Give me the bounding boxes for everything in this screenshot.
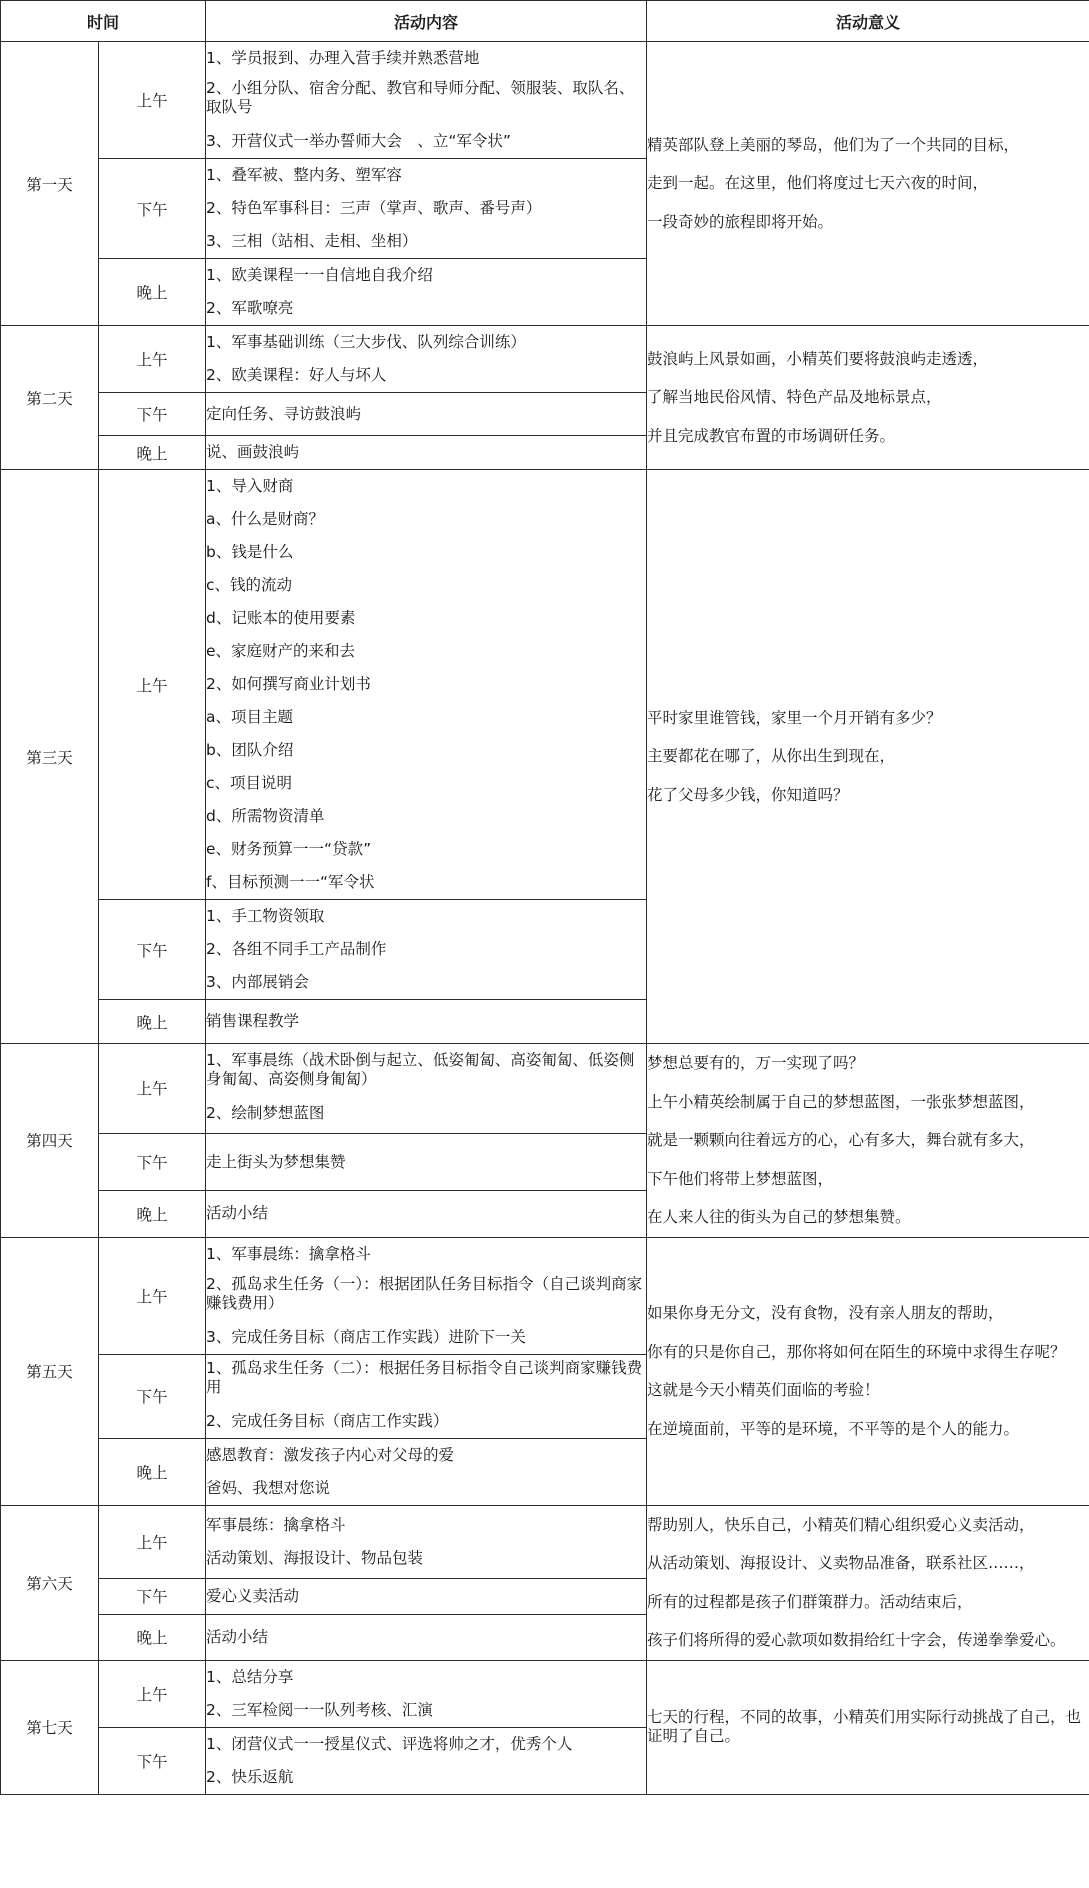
- period-label: 下午: [99, 1727, 206, 1794]
- period-label: 上午: [99, 1044, 206, 1134]
- activity-content: [206, 1237, 647, 1354]
- meaning-line: 精英部队登上美丽的琴岛，他们为了一个共同的目标，: [647, 135, 1020, 154]
- activity-meaning: [647, 1660, 1089, 1794]
- header-time: 时间: [1, 1, 206, 42]
- header-meaning: 活动意义: [647, 1, 1089, 42]
- activity-item: 说、画鼓浪屿: [206, 443, 300, 461]
- meaning-line: 主要都花在哪了，从你出生到现在，: [647, 747, 896, 766]
- activity-item: 1、叠军被、整内务、塑军容: [206, 166, 402, 184]
- activity-content: [206, 470, 647, 900]
- table-row: [1, 1044, 1089, 1134]
- activity-meaning: [647, 326, 1089, 470]
- period-label: 晚上: [99, 1191, 206, 1237]
- activity-content: [206, 1354, 647, 1438]
- activity-item: 1、导入财商: [206, 477, 294, 495]
- activity-content: [206, 1505, 647, 1578]
- table-row: [1, 1237, 1089, 1354]
- activity-item: d、所需物资清单: [206, 807, 325, 825]
- activity-item: 2、军歌嘹亮: [206, 299, 294, 317]
- activity-item: e、家庭财产的来和去: [206, 642, 356, 660]
- period-label: 下午: [99, 1354, 206, 1438]
- activity-item: 2、欧美课程：好人与坏人: [206, 366, 387, 384]
- period-label: 下午: [99, 900, 206, 1000]
- table-row: [1, 1660, 1089, 1727]
- meaning-line: 这就是今天小精英们面临的考验！: [647, 1381, 880, 1399]
- day-label: 第五天: [1, 1237, 99, 1505]
- activity-item: 1、总结分享: [206, 1667, 294, 1686]
- activity-content: [206, 1044, 647, 1134]
- meaning-line: 帮助别人，快乐自己，小精英们精心组织爱心义卖活动，: [647, 1515, 1035, 1534]
- activity-item: 2、各组不同手工产品制作: [206, 940, 387, 958]
- period-label: 晚上: [99, 436, 206, 470]
- day-label: 第三天: [1, 470, 99, 1044]
- period-label: 晚上: [99, 259, 206, 326]
- activity-item: 爸妈、我想对您说: [206, 1478, 331, 1497]
- activity-item: 3、三相（站相、走相、坐相）: [206, 232, 418, 250]
- activity-meaning: [647, 470, 1089, 1044]
- meaning-line: 下午他们将带上梦想蓝图，: [647, 1169, 834, 1188]
- activity-item: b、团队介绍: [206, 741, 294, 759]
- activity-item: 2、小组分队、宿舍分配、教官和导师分配、领服装、取队名、取队号: [206, 79, 635, 116]
- activity-item: 2、绘制梦想蓝图: [206, 1103, 325, 1122]
- activity-meaning: [647, 1505, 1089, 1660]
- activity-item: 1、军事晨练（战术卧倒与起立、低姿匍匐、高姿匍匐、低姿侧身匍匐、高姿侧身匍匐）: [206, 1050, 635, 1088]
- day-label: 第七天: [1, 1660, 99, 1794]
- activity-item: 1、孤岛求生任务（二）：根据任务目标指令自己谈判商家赚钱费用: [206, 1358, 643, 1396]
- period-label: 晚上: [99, 1438, 206, 1505]
- activity-content: [206, 1000, 647, 1044]
- meaning-line: 从活动策划、海报设计、义卖物品准备，联系社区……，: [647, 1554, 1035, 1572]
- meaning-line: 就是一颗颗向往着远方的心，心有多大，舞台就有多大，: [647, 1131, 1035, 1149]
- activity-item: 1、军事晨练：擒拿格斗: [206, 1244, 371, 1263]
- meaning-line: 并且完成教官布置的市场调研任务。: [647, 426, 896, 445]
- activity-item: a、项目主题: [206, 708, 294, 726]
- period-label: 上午: [99, 326, 206, 393]
- activity-content: [206, 1660, 647, 1727]
- period-label: 上午: [99, 42, 206, 159]
- activity-item: 活动小结: [206, 1204, 269, 1223]
- activity-item: 定向任务、寻访鼓浪屿: [206, 404, 362, 423]
- activity-item: a、什么是财商？: [206, 510, 325, 528]
- meaning-line: 花了父母多少钱，你知道吗？: [647, 785, 849, 804]
- activity-item: 1、学员报到、办理入营手续并熟悉营地: [206, 49, 480, 67]
- activity-item: 2、完成任务目标（商店工作实践）: [206, 1411, 449, 1430]
- activity-content: [206, 1191, 647, 1237]
- activity-content: [206, 259, 647, 326]
- activity-content: [206, 326, 647, 393]
- activity-item: d、记账本的使用要素: [206, 609, 356, 627]
- activity-item: 2、孤岛求生任务（一）：根据团队任务目标指令（自己谈判商家赚钱费用）: [206, 1274, 643, 1312]
- activity-item: 军事晨练：擒拿格斗: [206, 1515, 346, 1534]
- period-label: 上午: [99, 1237, 206, 1354]
- activity-item: 活动小结: [206, 1627, 269, 1646]
- activity-item: c、钱的流动: [206, 576, 293, 594]
- activity-meaning: [647, 42, 1089, 326]
- activity-content: [206, 42, 647, 159]
- period-label: 上午: [99, 470, 206, 900]
- activity-item: 3、开营仪式一举办誓师大会 、立“军令状”: [206, 132, 511, 150]
- period-label: 下午: [99, 393, 206, 436]
- activity-item: 爱心义卖活动: [206, 1586, 300, 1605]
- meaning-line: 所有的过程都是孩子们群策群力。活动结束后，: [647, 1592, 973, 1611]
- activity-item: 2、特色军事科目：三声（掌声、歌声、番号声）: [206, 199, 542, 217]
- schedule-body: [1, 42, 1089, 1795]
- period-label: 下午: [99, 159, 206, 259]
- day-label: 第四天: [1, 1044, 99, 1238]
- meaning-line: 在逆境面前，平等的是环境，不平等的是个人的能力。: [647, 1419, 1020, 1438]
- table-row: [1, 326, 1089, 393]
- day-label: 第二天: [1, 326, 99, 470]
- activity-item: e、财务预算一一“贷款”: [206, 840, 372, 858]
- meaning-line: 鼓浪屿上风景如画，小精英们要将鼓浪屿走透透，: [647, 349, 989, 368]
- day-label: 第一天: [1, 42, 99, 326]
- activity-item: 1、手工物资领取: [206, 907, 325, 925]
- day-label: 第六天: [1, 1505, 99, 1660]
- meaning-line: 七天的行程，不同的故事，小精英们用实际行动挑战了自己，也证明了自己。: [647, 1708, 1082, 1745]
- activity-item: 3、内部展销会: [206, 973, 309, 991]
- activity-item: 2、快乐返航: [206, 1767, 294, 1786]
- table-row: [1, 42, 1089, 159]
- meaning-line: 如果你身无分文，没有食物，没有亲人朋友的帮助，: [647, 1304, 1004, 1322]
- meaning-line: 你有的只是你自己，那你将如何在陌生的环境中求得生存呢？: [647, 1342, 1066, 1361]
- activity-item: 感恩教育：激发孩子内心对父母的爱: [206, 1445, 455, 1464]
- table-row: [1, 1505, 1089, 1578]
- activity-item: 销售课程教学: [206, 1012, 300, 1030]
- activity-content: [206, 900, 647, 1000]
- activity-item: b、钱是什么: [206, 543, 294, 561]
- table-row: [1, 470, 1089, 900]
- activity-item: f、目标预测一一“军令状: [206, 873, 375, 891]
- meaning-line: 孩子们将所得的爱心款项如数捐给红十字会，传递拳拳爱心。: [647, 1631, 1066, 1649]
- meaning-line: 走到一起。在这里，他们将度过七天六夜的时间，: [647, 174, 989, 193]
- activity-meaning: [647, 1044, 1089, 1238]
- activity-content: [206, 436, 647, 470]
- activity-content: [206, 1615, 647, 1660]
- activity-item: 活动策划、海报设计、物品包装: [206, 1548, 424, 1567]
- period-label: 晚上: [99, 1615, 206, 1660]
- header-row: [1, 1, 1089, 42]
- header-content: 活动内容: [206, 1, 647, 42]
- activity-item: 1、军事基础训练（三大步伐、队列综合训练）: [206, 333, 526, 351]
- meaning-line: 上午小精英绘制属于自己的梦想蓝图，一张张梦想蓝图，: [647, 1092, 1035, 1111]
- activity-content: [206, 1727, 647, 1794]
- activity-content: [206, 159, 647, 259]
- activity-item: c、项目说明: [206, 774, 293, 792]
- activity-content: [206, 1438, 647, 1505]
- activity-item: 1、闭营仪式一一授星仪式、评选将帅之才，优秀个人: [206, 1734, 573, 1753]
- activity-content: [206, 1578, 647, 1614]
- period-label: 下午: [99, 1133, 206, 1191]
- activity-content: [206, 1133, 647, 1191]
- activity-item: 2、如何撰写商业计划书: [206, 675, 371, 693]
- period-label: 上午: [99, 1505, 206, 1578]
- activity-item: 3、完成任务目标（商店工作实践）进阶下一关: [206, 1327, 526, 1346]
- period-label: 下午: [99, 1578, 206, 1614]
- activity-item: 走上街头为梦想集赞: [206, 1152, 346, 1171]
- meaning-line: 梦想总要有的，万一实现了吗？: [647, 1054, 865, 1072]
- activity-item: 2、三军检阅一一队列考核、汇演: [206, 1700, 433, 1719]
- period-label: 晚上: [99, 1000, 206, 1044]
- meaning-line: 平时家里谁管钱，家里一个月开销有多少？: [647, 708, 942, 727]
- period-label: 上午: [99, 1660, 206, 1727]
- meaning-line: 了解当地民俗风情、特色产品及地标景点，: [647, 388, 942, 407]
- meaning-line: 在人来人往的街头为自己的梦想集赞。: [647, 1208, 911, 1226]
- activity-content: [206, 393, 647, 436]
- activity-item: 1、欧美课程一一自信地自我介绍: [206, 266, 433, 284]
- activity-meaning: [647, 1237, 1089, 1505]
- meaning-line: 一段奇妙的旅程即将开始。: [647, 212, 834, 231]
